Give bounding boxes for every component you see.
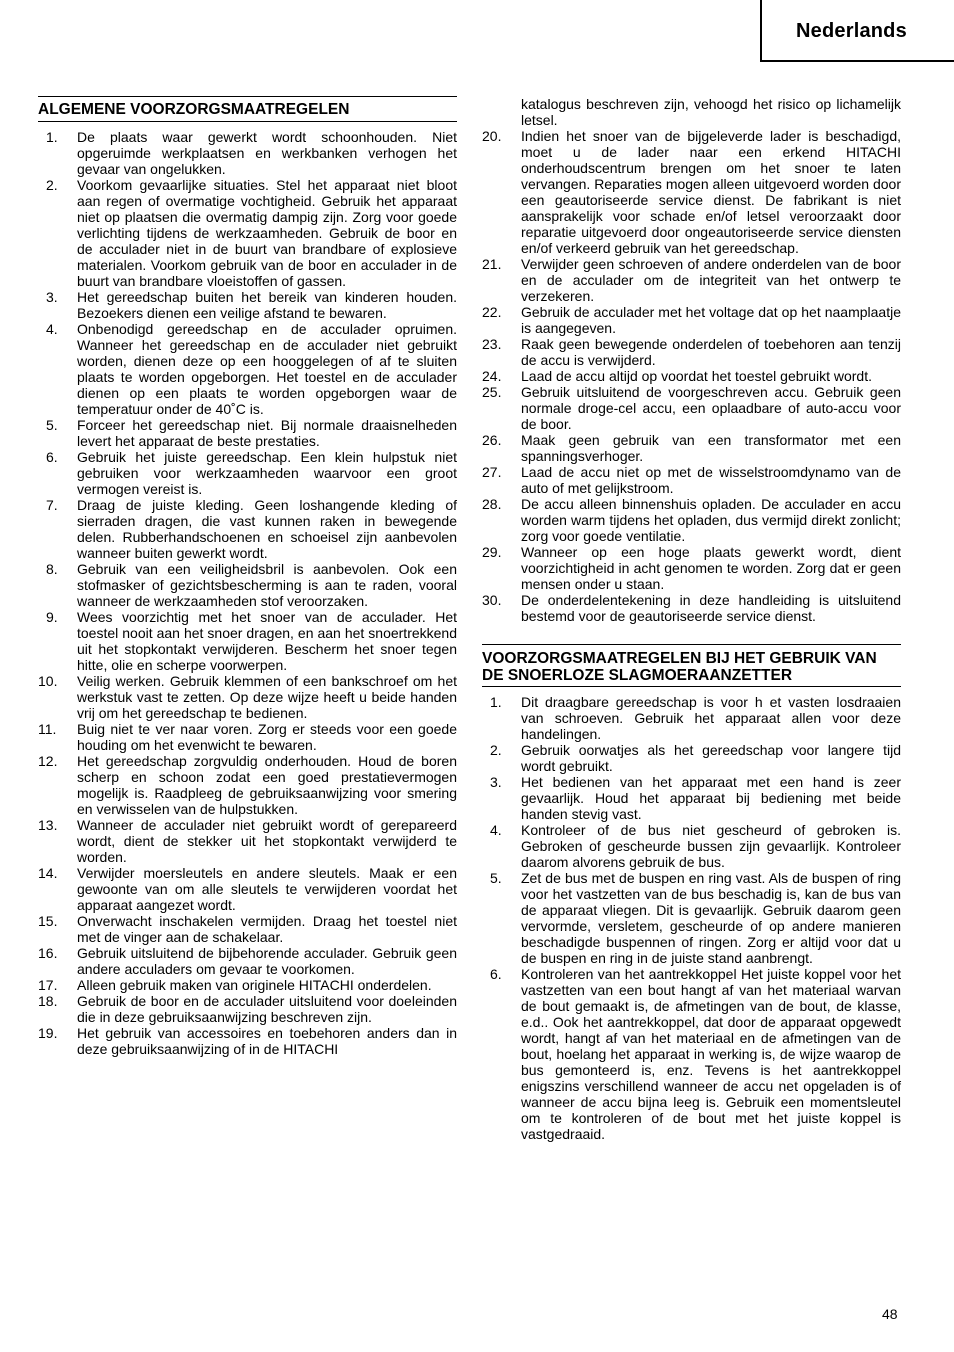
right-column [482, 96, 901, 1142]
list-item [38, 321, 457, 417]
item-number: 10. [38, 673, 58, 689]
list-item [482, 336, 901, 368]
item-text: Gebruik het juiste gereedschap. Een klein hulpstuk niet gebruiken voor werkzaamheden waarvoor een groot vermogen vereist is. [77, 449, 457, 497]
item-number: 23. [482, 336, 502, 352]
item-text: Forceer het gereedschap niet. Bij normale draaisnelheden levert het apparaat de beste prestaties. [77, 417, 457, 449]
list-item [482, 592, 901, 624]
item-number: 9. [46, 609, 58, 625]
list-item [38, 993, 457, 1025]
item-text: Indien het snoer van de bijgeleverde lader is beschadigd, moet u de lader naar een erkend HITACHI onderhoudscentrum brengen om het snoer te laten vervangen. Reparaties mogen alleen uitgevoerd worden door een geautoriseerde service dienst. De fabrikant is niet aansprakelijk voor schade en/of letsel veroorzaakt door reparatie uitgevoerd door ongeautoriseerde service diensten en/of verkeerd gebruik van het gereedschap. [521, 128, 901, 256]
item-number: 24. [482, 368, 502, 384]
list-item [38, 417, 457, 449]
item-number: 22. [482, 304, 502, 320]
item-number: 6. [490, 966, 502, 982]
item-number: 29. [482, 544, 502, 560]
item-text: Wees voorzichtig met het snoer van de acculader. Het toestel nooit aan het snoer dragen, en aan het snoertrekkend uit het stopkontakt verwijderen. Bescherm het snoer tegen hitte, olie en scherpe voorwerpen. [77, 609, 457, 673]
item-number: 7. [46, 497, 58, 513]
list-item [482, 694, 901, 742]
item-text: Maak geen gebruik van een transformator met een spanningsverhoger. [521, 432, 901, 464]
list-item [38, 753, 457, 817]
list-item [482, 384, 901, 432]
item-number: 21. [482, 256, 502, 272]
item-text: Voorkom gevaarlijke situaties. Stel het apparaat niet bloot aan regen of overmatige vochtigheid. Gebruik het apparaat niet op plaatsen die overmatig dampig zijn. Zorg voor goede verlichting tijdens de werkzaamheden. Gebruik de boor en de acculader niet in de buurt van brandbare of explosieve materialen. Voorkom gebruik van de boor en acculader in de buurt van brandbare vloeistoffen of gassen. [77, 177, 457, 289]
item-text: Onbenodigd gereedschap en de acculader opruimen. Wanneer het gereedschap en de acculader niet gebruikt worden, dienen deze op een hooggelegen of af te sluiten plaats te worden opgeborgen. Het toestel en de acculader dienen op een plaats te worden opgeborgen waar de temperatuur onder de 40˚C is. [77, 321, 457, 417]
item-number: 8. [46, 561, 58, 577]
list-item [38, 129, 457, 177]
item-number: 20. [482, 128, 502, 144]
section-spacer [482, 624, 901, 644]
list-item [38, 817, 457, 865]
item-number: 4. [46, 321, 58, 337]
list-item [482, 496, 901, 544]
item-number: 12. [38, 753, 58, 769]
section-title-general: ALGEMENE VOORZORGSMAATREGELEN [38, 96, 457, 122]
list-item [482, 966, 901, 1142]
item-text: Zet de bus met de buspen en ring vast. Als de buspen of ring voor het vastzetten van de bus beschadig is, kan de bus van de apparaat vliegen. Dit is gevaarlijk. Gebruik daarom geen vervormde, versletem, gescheurde of op andere manieren beschadigde buspennen of ringen. Zorg er altijd voor dat u de buspen en ring in de juiste stand aanbrengt. [521, 870, 901, 966]
item-text: Verwijder geen schroeven of andere onderdelen van de boor en de acculader om de integriteit van het ontwerp te verzekeren. [521, 256, 901, 304]
general-precautions-list [38, 129, 457, 1057]
item-number: 30. [482, 592, 502, 608]
item-number: 6. [46, 449, 58, 465]
item-text: Gebruik de acculader met het voltage dat op het naamplaatje is aangegeven. [521, 304, 901, 336]
list-item [38, 673, 457, 721]
item-number: 1. [46, 129, 58, 145]
item-number: 18. [38, 993, 58, 1009]
item-number: 28. [482, 496, 502, 512]
item-text: Gebruik uitsluitend de bijbehorende acculader. Gebruik geen andere acculaders om gevaar te voorkomen. [77, 945, 457, 977]
list-item [482, 304, 901, 336]
item-text: Kontroleren van het aantrekkoppel Het juiste koppel voor het vastzetten van een bout hangt af van het materiaal warvan de bout gemaakt is, de afmetingen van de bout, de klasse, e.d.. Ook het aantrekkoppel, dat door de apparaat opgewedt wordt, hangt af van het materiaal en de afmetingen van de bout, hoelang het apparaat in werking is, de wijze waarop de bus gemonteerd is, enz. Tevens is het aantrekkoppel enigszins verschillend wanneer de accu net opgeladen is of wanneer de accu bijna leeg is. Gebruik een momentsleutel om te kontroleren of de bout met het juiste koppel is vastgedraaid. [521, 966, 901, 1142]
list-item [482, 544, 901, 592]
item-text: Het gereedschap buiten het bereik van kinderen houden. Bezoekers dienen een veilige afstand te bewaren. [77, 289, 457, 321]
item-text: Laad de accu niet op met de wisselstroomdynamo van de auto of met gelijkstroom. [521, 464, 901, 496]
item-number: 2. [46, 177, 58, 193]
item-text: Gebruik oorwatjes als het gereedschap voor langere tijd wordt gebruikt. [521, 742, 901, 774]
list-item [482, 368, 901, 384]
language-tab [760, 0, 954, 62]
item-number: 15. [38, 913, 58, 929]
item-number: 2. [490, 742, 502, 758]
list-item [482, 822, 901, 870]
item-number: 3. [46, 289, 58, 305]
item-text: Draag de juiste kleding. Geen loshangende kleding of sierraden dragen, die vast kunnen raken in bewegende delen. Rubberhandschoenen en schoeisel zijn aanbevolen wanneer buiten gewerkt wordt. [77, 497, 457, 561]
item-number: 26. [482, 432, 502, 448]
list-item [38, 1025, 457, 1057]
list-item [38, 177, 457, 289]
left-column [38, 96, 457, 1057]
item-number: 27. [482, 464, 502, 480]
item-number: 13. [38, 817, 58, 833]
list-item [38, 289, 457, 321]
list-item [482, 742, 901, 774]
item-number: 19. [38, 1025, 58, 1041]
item-number: 5. [490, 870, 502, 886]
item-number: 3. [490, 774, 502, 790]
item-number: 1. [490, 694, 502, 710]
list-item [38, 449, 457, 497]
list-item [38, 721, 457, 753]
item-text: Wanneer de acculader niet gebruikt wordt of gerepareerd wordt, dient de stekker uit het stopkontakt verwijderd te worden. [77, 817, 457, 865]
page-number: 48 [882, 1306, 898, 1322]
item-number: 16. [38, 945, 58, 961]
list-item [38, 561, 457, 609]
item-text: Alleen gebruik maken van originele HITACHI onderdelen. [77, 977, 432, 993]
impact-wrench-precautions-list [482, 694, 901, 1142]
list-item [482, 870, 901, 966]
item-text: Het gereedschap zorgvuldig onderhouden. Houd de boren scherp en schoon zodat een goed prestatievermogen mogelijk is. Raadpleeg de gebruiksaanwijzing voor smering en verwisselen van de hulpstukken. [77, 753, 457, 817]
item-text: Wanneer op een hoge plaats gewerkt wordt, dient voorzichtigheid in acht genomen te worden. Zorg dat er geen mensen onder u staan. [521, 544, 901, 592]
section-title-impact-wrench: VOORZORGSMAATREGELEN BIJ HET GEBRUIK VAN DE SNOERLOZE SLAGMOERAANZETTER [482, 644, 901, 687]
list-item [38, 497, 457, 561]
item-text: Onverwacht inschakelen vermijden. Draag het toestel niet met de vinger aan de schakelaar. [77, 913, 457, 945]
item-text: Het gebruik van accessoires en toebehoren anders dan in deze gebruiksaanwijzing of in de HITACHI [77, 1025, 457, 1057]
item-text: Veilig werken. Gebruik klemmen of een bankschroef om het werkstuk vast te zetten. Op deze wijze heeft u beide handen vrij om het gereedschap te bedienen. [77, 673, 457, 721]
item-text: Gebruik uitsluitend de voorgeschreven accu. Gebruik geen normale droge-cel accu, een oplaadbare of auto-accu voor de boor. [521, 384, 901, 432]
item-text: Gebruik de boor en de acculader uitsluitend voor doeleinden die in deze gebruiksaanwijzing beschreven zijn. [77, 993, 457, 1025]
item-text: Buig niet te ver naar voren. Zorg er steeds voor een goede houding om het evenwicht te bewaren. [77, 721, 457, 753]
item-text: De accu alleen binnenshuis opladen. De acculader en accu worden warm tijdens het opladen, dus vermijd direkt zonlicht; zorg voor goede ventilatie. [521, 496, 901, 544]
item-number: 4. [490, 822, 502, 838]
item-number: 25. [482, 384, 502, 400]
list-item [38, 945, 457, 977]
item-text: Verwijder moersleutels en andere sleutels. Maak er een gewoonte van om alle sleutels te verwijderen voordat het apparaat aangezet wordt. [77, 865, 457, 913]
item-text: Gebruik van een veiligheidsbril is aanbevolen. Ook een stofmasker of gezichtsbescherming is aan te raden, vooral wanneer de werkzaamheden stof veroorzaken. [77, 561, 457, 609]
item-text: De onderdelentekening in deze handleiding is uitsluitend bestemd voor de geautoriseerde service dienst. [521, 592, 901, 624]
list-item [38, 913, 457, 945]
item-number: 14. [38, 865, 58, 881]
list-item [38, 609, 457, 673]
list-item [38, 865, 457, 913]
list-item [482, 256, 901, 304]
language-label: Nederlands [796, 20, 907, 42]
list-item [482, 432, 901, 464]
item-number: 11. [38, 721, 57, 737]
item-text: Kontroleer of de bus niet gescheurd of gebroken is. Gebroken of gescheurde bussen zijn gevaarlijk. Kontroleer daarom alvorens gebruik de bus. [521, 822, 901, 870]
list-item [482, 464, 901, 496]
item-text: Laad de accu altijd op voordat het toestel gebruikt wordt. [521, 368, 872, 384]
list-item [482, 128, 901, 256]
item-19-continuation: katalogus beschreven zijn, vehoogd het risico op lichamelijk letsel. [521, 96, 901, 128]
item-number: 17. [38, 977, 58, 993]
item-text: Dit draagbare gereedschap is voor h et vasten losdraaien van schroeven. Gebruik het apparaat allen voor deze handelingen. [521, 694, 901, 742]
item-text: De plaats waar gewerkt wordt schoonhouden. Niet opgeruimde werkplaatsen en werkbanken verhogen het gevaar van ongelukken. [77, 129, 457, 177]
general-precautions-list-continued [482, 128, 901, 624]
item-text: Raak geen bewegende onderdelen of toebehoren aan tenzij de accu is verwijderd. [521, 336, 901, 368]
list-item [38, 977, 457, 993]
item-text: Het bedienen van het apparaat met een hand is zeer gevaarlijk. Houd het apparaat bij bediening met beide handen stevig vast. [521, 774, 901, 822]
list-item [482, 774, 901, 822]
item-number: 5. [46, 417, 58, 433]
